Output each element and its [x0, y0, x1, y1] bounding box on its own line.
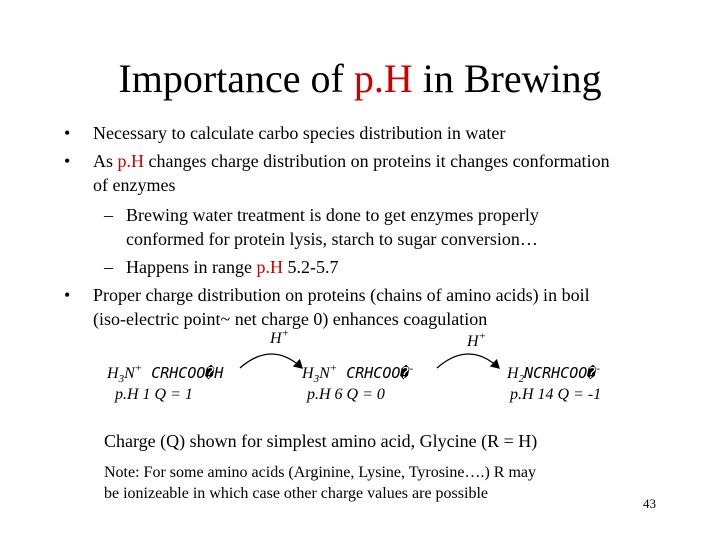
title-highlight: p.H	[353, 56, 413, 101]
species-2-pre: H	[302, 365, 314, 382]
title-suffix: in Brewing	[412, 56, 602, 101]
bullet-3-line1: Proper charge distribution on proteins (chains of amino acids) in boil	[93, 285, 590, 305]
species-2-sub: 3	[313, 373, 320, 386]
species-3-formula	[507, 362, 600, 386]
bullet-1-text: Necessary to calculate carbo species distribution in water	[93, 123, 506, 143]
glycine-caption: Charge (Q) shown for simplest amino acid, Glycine (R = H)	[104, 431, 538, 451]
bullet-marker-2: •	[64, 151, 71, 171]
bullet-3-line2: (iso-electric point~ net charge 0) enhances coagulation	[93, 309, 488, 329]
species-3-ph: p.H 14 Q = -1	[510, 386, 602, 403]
species-1-ph: p.H 1 Q = 1	[115, 386, 193, 403]
sub-bullet-1-line2: conformed for protein lysis, starch to sugar conversion…	[126, 229, 538, 249]
arrow-1-h: H	[270, 330, 282, 347]
arrow-1-label	[270, 327, 289, 348]
species-1-formula	[107, 362, 224, 386]
arrow-1-curve	[240, 354, 302, 368]
species-2-mid: N	[319, 365, 330, 382]
species-1-pre: H	[107, 365, 119, 382]
bullet-2-text-a: As	[93, 151, 118, 171]
sub-bullet-2-text-b: 5.2-5.7	[282, 257, 339, 277]
sub-bullet-2-highlight: p.H	[256, 257, 283, 277]
bullet-2-highlight: p.H	[117, 151, 145, 171]
bullet-2-text-b: changes charge distribution on proteins it changes conformation	[144, 151, 610, 171]
note-line-1: Note: For some amino acids (Arginine, Lysine, Tyrosine….) R may	[104, 464, 537, 481]
species-2-sup: +	[329, 362, 338, 375]
species-2-group: CRHCOO�	[337, 364, 410, 382]
species-1-group: CRHCOO�H	[142, 364, 224, 382]
species-3-group: NCRHCOO�	[524, 364, 597, 382]
arrow-2-plus: +	[478, 330, 486, 343]
species-3-charge: -	[596, 362, 600, 375]
species-3-sub: 2	[518, 373, 525, 386]
arrow-2-label	[467, 330, 486, 351]
title-prefix: Importance of	[118, 56, 354, 101]
species-1-sub: 3	[118, 373, 125, 386]
sub-bullet-2-text-a: Happens in range	[126, 257, 257, 277]
species-1-mid: N	[124, 365, 135, 382]
arrow-1-plus: +	[281, 327, 289, 340]
page-number: 43	[643, 496, 656, 511]
arrow-2-h: H	[467, 333, 479, 350]
species-2-charge: -	[409, 362, 414, 375]
sub-bullet-marker-1: –	[104, 205, 113, 225]
bullet-marker-3: •	[64, 285, 71, 305]
species-2-ph: p.H 6 Q = 0	[307, 386, 385, 403]
species-2-formula	[302, 362, 414, 386]
note-line-2: be ionizeable in which case other charge values are possible	[104, 485, 488, 502]
arrow-2-curve	[437, 354, 499, 368]
bullet-2-line2: of enzymes	[93, 175, 176, 195]
bullet-marker-1: •	[64, 123, 71, 143]
species-1-sup: +	[134, 362, 143, 375]
species-3-pre: H	[507, 365, 519, 382]
sub-bullet-1-line1: Brewing water treatment is done to get enzymes properly	[126, 205, 539, 225]
sub-bullet-marker-2: –	[104, 257, 113, 277]
